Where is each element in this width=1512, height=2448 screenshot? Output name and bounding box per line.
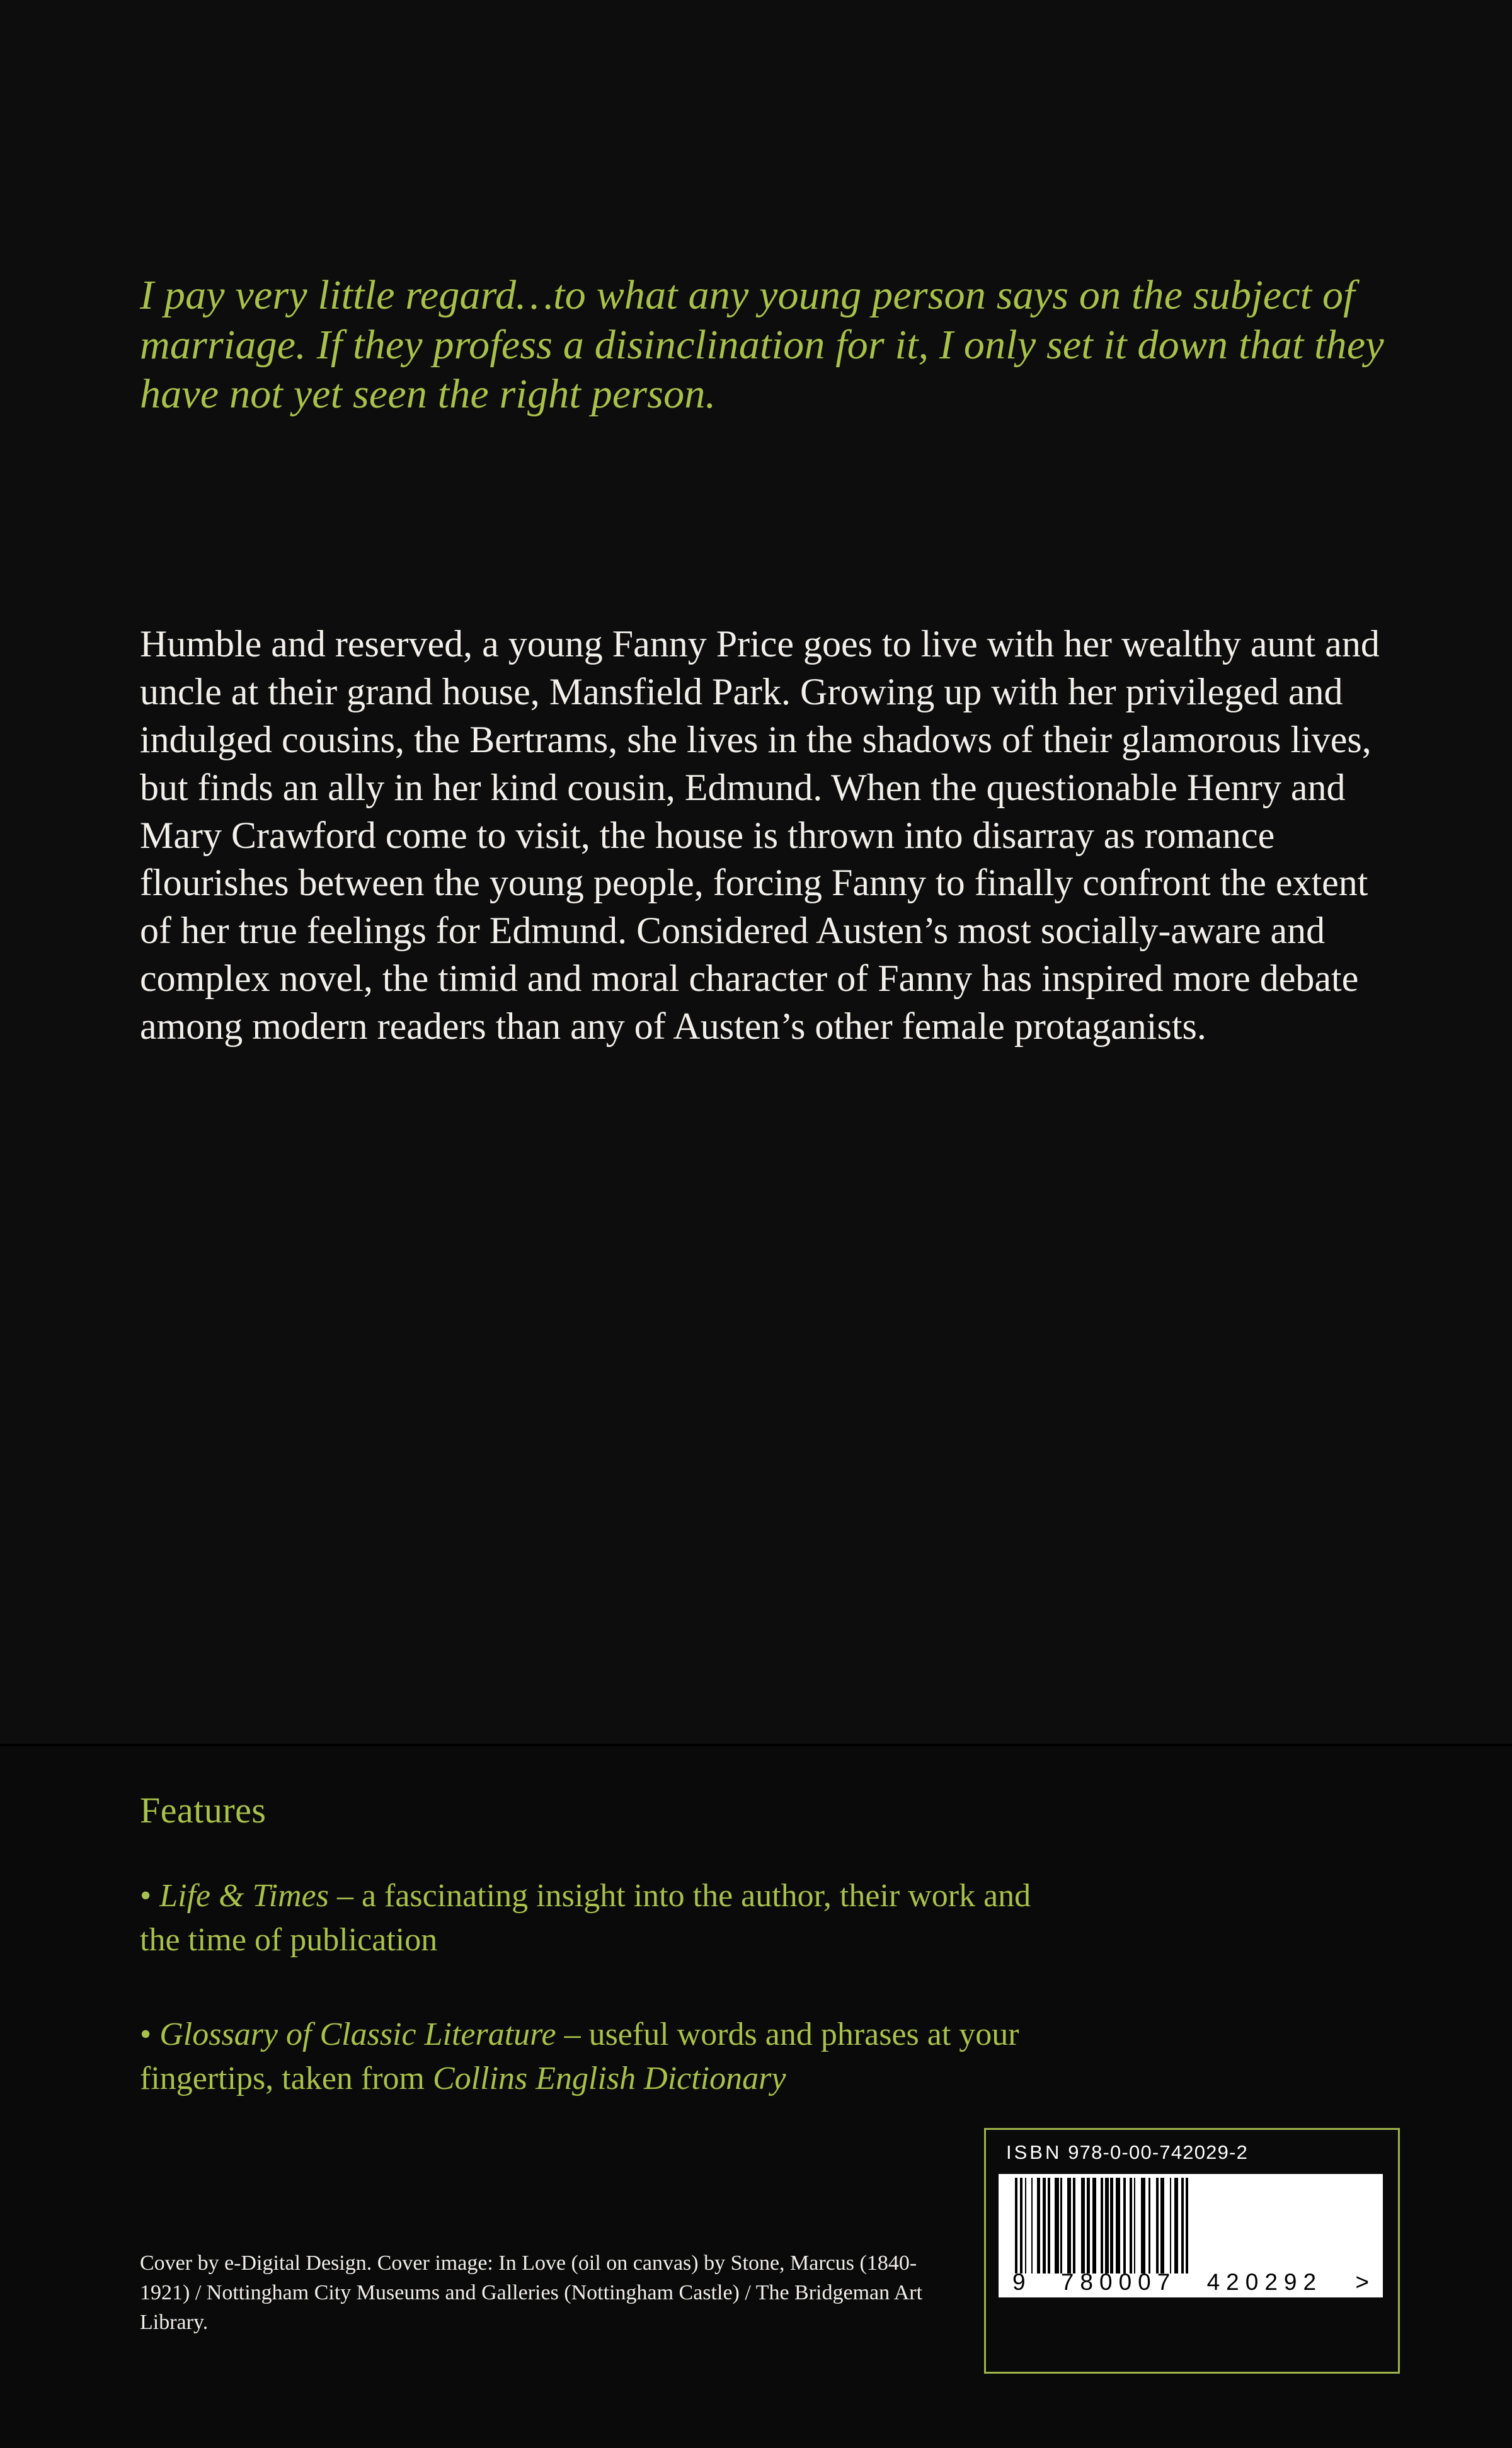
isbn-label: ISBN	[1006, 2141, 1062, 2163]
feature-item-2	[140, 2013, 1034, 2101]
book-blurb: Humble and reserved, a young Fanny Price goes to live with her wealthy aunt and uncle at their grand house, Mansfield Park. Growing up with her privileged and indulged cousins, the Bertrams, she lives in the shadows of their glamorous lives, but finds an ally in her kind cousin, Edmund. When the questionable Henry and Mary Crawford come to visit, the house is thrown into disarray as romance flourishes between the young people, forcing Fanny to finally confront the extent of her true feelings for Edmund. Considered Austen’s most socially-aware and complex novel, the timid and moral character of Fanny has inspired more debate among modern readers than any of Austen’s other female protaganists.	[140, 623, 1380, 1048]
cover-credits: Cover by e-Digital Design. Cover image: In Love (oil on canvas) by Stone, Marcus (1840-1921) / Nottingham City Museums and Galleries (Nottingham Castle) / The Bridgeman Art Library.	[140, 2251, 923, 2334]
barcode-digit-tail: 420292	[1206, 2269, 1323, 2295]
feature-emphasis: Glossary of Classic Literature	[159, 2016, 556, 2052]
barcode-digit-lead: 9	[1012, 2269, 1027, 2295]
feature-bullet: •	[140, 2016, 152, 2052]
feature-text: – a fascinating insight into the author, their work and the time of publication	[140, 1878, 1031, 1959]
isbn-barcode-block	[984, 2128, 1400, 2374]
barcode-digit-suffix: >	[1355, 2269, 1370, 2295]
barcode-image	[999, 2174, 1383, 2297]
barcode-digit-main: 780007	[1060, 2269, 1177, 2295]
pull-quote: I pay very little regard…to what any young person says on the subject of marriage. If they profess a disinclination for it, I only set it down that they have not yet seen the right person.	[140, 272, 1384, 418]
feature-text: – useful words and phrases at your fingertips, taken from	[140, 2016, 1019, 2097]
isbn-line	[1006, 2141, 1385, 2164]
feature-emphasis: Life & Times	[159, 1878, 329, 1914]
feature-bullet: •	[140, 1878, 152, 1914]
feature-emphasis-secondary: Collins English Dictionary	[432, 2061, 786, 2097]
feature-item-1	[140, 1874, 1034, 1962]
barcode-bars	[1015, 2178, 1368, 2274]
isbn-number: 978-0-00-742029-2	[1068, 2141, 1249, 2163]
barcode-digits	[1009, 2268, 1374, 2296]
features-heading: Features	[140, 1790, 266, 1831]
